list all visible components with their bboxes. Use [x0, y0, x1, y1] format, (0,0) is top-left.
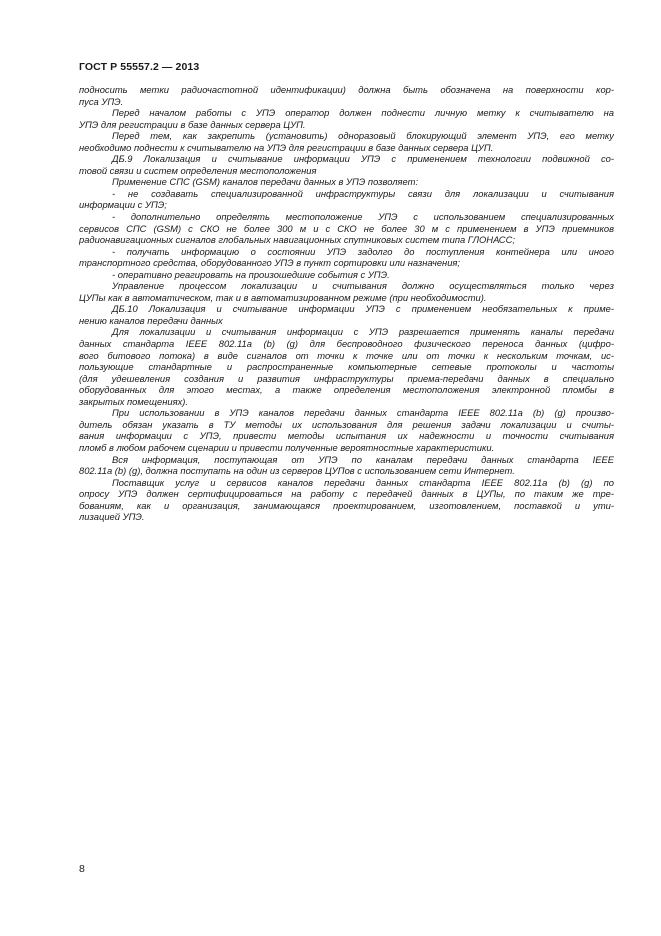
text-line: информации с УПЭ;	[79, 199, 167, 211]
text-line: радионавигационных сигналов глобальных навигационных спутниковых систем типа ГЛОНАСС;	[79, 234, 515, 246]
paragraph	[79, 211, 614, 246]
text-line: дитель обязан указать в ТУ методы их использования для решения задачи локализации и считы-	[79, 418, 614, 430]
page-number: 8	[79, 863, 85, 875]
text-line: 802.11a (b) (g), должна поступать на один из серверов ЦУПов с использованием сети Интернет.	[79, 465, 515, 477]
text-line: Применение СПС (GSM) каналов передачи данных в УПЭ позволяет:	[112, 176, 419, 188]
text-line: пломб в любом рабочем сценарии и привести полученные вероятностные характеристики.	[79, 441, 495, 453]
text-line: - не создавать специализированной инфраструктуры связи для локализации и считывания	[112, 187, 614, 199]
paragraph	[79, 280, 614, 303]
text-line: подносить метки радиочастотной идентификации) должна быть обозначена на поверхности кор-	[79, 84, 614, 95]
text-line: опросу УПЭ должен сертифицироваться на работу с передачей данных в ЦУПы, по таким же тре-	[79, 488, 614, 500]
text-line: - оперативно реагировать на произошедшие события с УПЭ.	[112, 268, 390, 280]
text-line: УПЭ для регистрации в базе данных сервера ЦУП.	[79, 118, 306, 130]
text-line: пуса УПЭ.	[79, 95, 124, 107]
paragraph	[79, 269, 614, 281]
text-line: - получать информацию о состоянии УПЭ задолго до поступления контейнера или иного	[112, 245, 614, 257]
text-line: Управление процессом локализации и считывания должно осуществляться только через	[112, 280, 614, 292]
text-line: Для локализации и считывания информации с УПЭ разрешается применять каналы передачи	[112, 326, 614, 338]
text-line: пользующие стандартные и распространенные компьютерные сетевые протоколы и частоты	[79, 361, 614, 373]
paragraph	[79, 407, 614, 453]
document-header: ГОСТ Р 55557.2 — 2013	[79, 61, 200, 73]
paragraph	[79, 176, 614, 188]
text-line: необходимо поднести к считывателю на УПЭ для регистрации в базе данных сервера ЦУП.	[79, 141, 494, 153]
paragraph	[79, 303, 614, 326]
text-line: товой связи и систем определения местоположения	[79, 164, 317, 176]
paragraph	[79, 130, 614, 153]
text-line: Поставщик услуг и сервисов каналов передачи данных стандарта IEEE 802.11a (b) (g) по	[112, 476, 614, 488]
text-line: Вся информация, поступающая от УПЭ по каналам передачи данных стандарта IEEE	[112, 453, 614, 465]
text-line: транспортного средства, оборудованного УПЭ в пункт сортировки или назначения;	[79, 257, 461, 269]
paragraph	[79, 188, 614, 211]
paragraph	[79, 246, 614, 269]
paragraph	[79, 153, 614, 176]
paragraph	[79, 454, 614, 477]
text-line: закрытых помещениях).	[79, 395, 189, 407]
document-body	[79, 84, 614, 523]
paragraph	[79, 477, 614, 523]
paragraph	[79, 326, 614, 407]
text-line: нению каналов передачи данных	[79, 314, 223, 326]
text-line: ДБ.10 Локализация и считывание информации УПЭ с применением необязательных к приме-	[112, 303, 614, 315]
text-line: сервисов СПС (GSM) с СКО не более 300 м и с СКО не более 30 м с применением в УПЭ приемников	[79, 222, 614, 234]
text-line: данных стандарта IEEE 802.11a (b) (g) для беспроводного физического переноса данных (цифро-	[79, 338, 614, 350]
text-line: Перед началом работы с УПЭ оператор должен поднести личную метку к считывателю на	[112, 107, 614, 119]
text-line: ДБ.9 Локализация и считывание информации УПЭ с применением технологии подвижной со-	[112, 153, 614, 165]
text-line: (для удешевления создания и развития инфраструктуры приема-передачи данных в специально	[79, 372, 614, 384]
paragraph	[79, 84, 614, 107]
text-line: лизацией УПЭ.	[79, 511, 145, 523]
text-line: ЦУПы как в автоматическом, так и в автоматизированном режиме (при необходимости).	[79, 291, 487, 303]
text-line: - дополнительно определять местоположение УПЭ с использованием специализированных	[112, 211, 614, 223]
paragraph	[79, 107, 614, 130]
text-line: бованиям, как и организация, занимающаяся проектированием, изготовлением, поставкой и ути-	[79, 499, 614, 511]
text-line: При использовании в УПЭ каналов передачи данных стандарта IEEE 802.11a (b) (g) произво-	[112, 407, 614, 419]
text-line: вания информации с УПЭ, привести методы испытания их надежности и точности считывания	[79, 430, 614, 442]
text-line: Перед тем, как закрепить (установить) одноразовый блокирующий элемент УПЭ, его метку	[112, 130, 614, 142]
text-line: вого битового потока) в виде сигналов от точки к точке или от точки к нескольким точкам, ис-	[79, 349, 614, 361]
text-line: оборудованных для этого местах, а также определения местоположения электронной пломбы в	[79, 384, 614, 396]
